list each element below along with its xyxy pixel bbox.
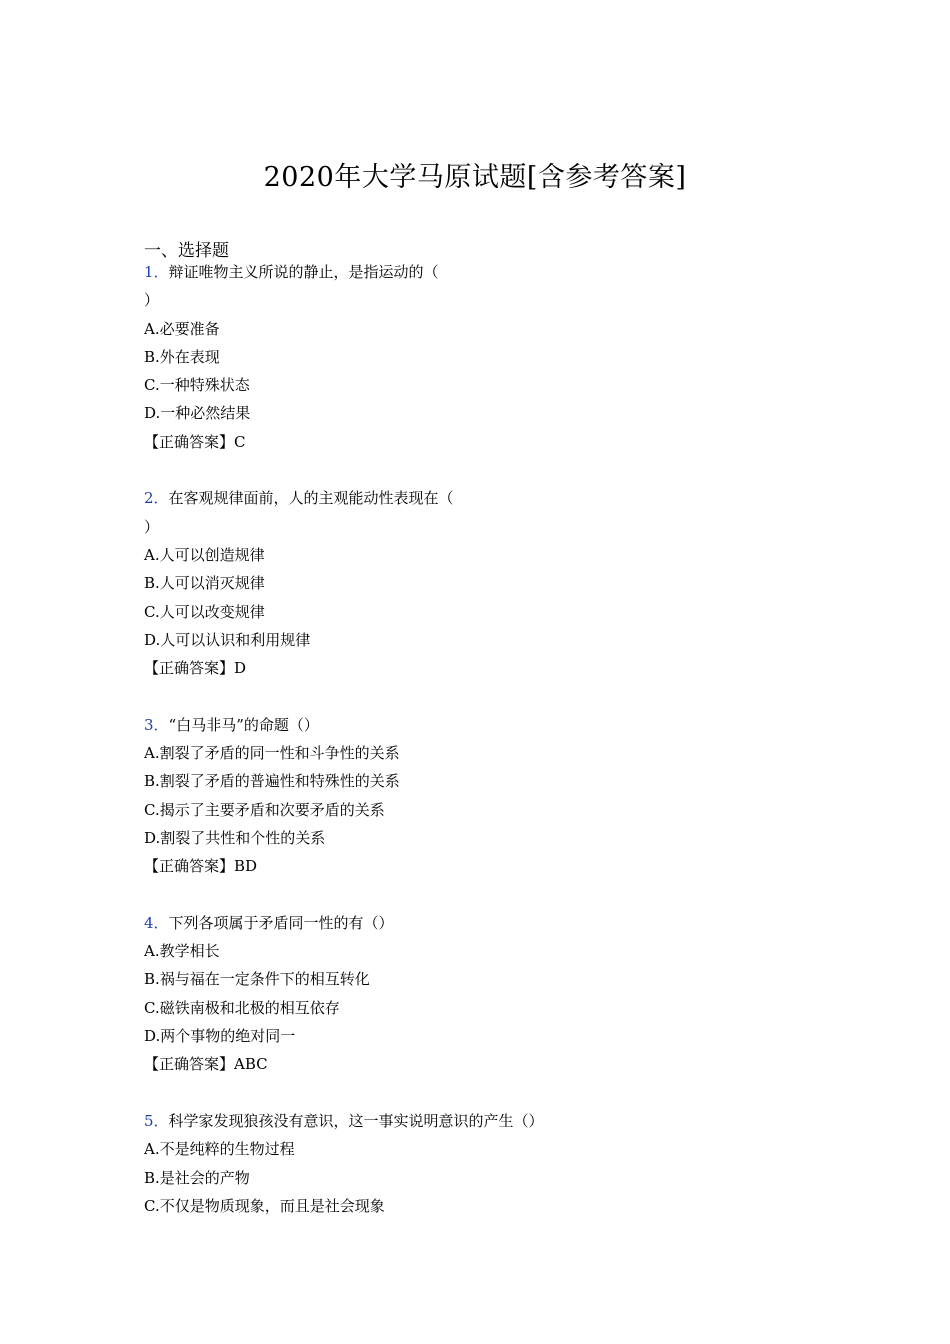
option-b: B.外在表现 bbox=[144, 347, 220, 366]
option-a: A.人可以创造规律 bbox=[144, 545, 265, 564]
question-text: 在客观规律面前，人的主观能动性表现在（ bbox=[168, 489, 454, 508]
question-list bbox=[144, 258, 844, 1220]
option-a: A.割裂了矛盾的同一性和斗争性的关系 bbox=[144, 744, 400, 763]
option-b: B.人可以消灭规律 bbox=[144, 574, 265, 593]
question-stem bbox=[144, 711, 844, 739]
question-block bbox=[144, 711, 844, 909]
section-heading: 一、选择题 bbox=[144, 241, 229, 261]
option-c: C.磁铁南极和北极的相互依存 bbox=[144, 998, 340, 1017]
answer-line bbox=[144, 1050, 844, 1078]
answer-value: ABC bbox=[234, 1055, 268, 1074]
question-number: 3． bbox=[144, 715, 169, 734]
answer-value: C bbox=[234, 432, 246, 451]
question-text: “白马非马”的命题（） bbox=[168, 715, 319, 734]
question-stem bbox=[144, 258, 844, 286]
answer-prefix: 【正确答案】 bbox=[144, 1055, 235, 1074]
question-number: 5． bbox=[144, 1111, 169, 1130]
question-stem bbox=[144, 909, 844, 937]
option-c: C.人可以改变规律 bbox=[144, 602, 265, 621]
question-block bbox=[144, 909, 844, 1107]
question-number: 1． bbox=[144, 263, 169, 281]
question-block bbox=[144, 258, 844, 484]
option-b: B.祸与福在一定条件下的相互转化 bbox=[144, 970, 370, 989]
answer-prefix: 【正确答案】 bbox=[144, 432, 235, 451]
answer-line bbox=[144, 654, 844, 682]
answer-prefix: 【正确答案】 bbox=[144, 659, 235, 678]
question-text: 辩证唯物主义所说的静止，是指运动的（ bbox=[168, 263, 439, 281]
option-d: D.割裂了共性和个性的关系 bbox=[144, 828, 326, 847]
document-title: 2020年大学马原试题[含参考答案] bbox=[263, 162, 687, 193]
option-b: B.割裂了矛盾的普遍性和特殊性的关系 bbox=[144, 772, 400, 791]
answer-line bbox=[144, 852, 844, 880]
question-number: 2． bbox=[144, 489, 169, 508]
question-block bbox=[144, 1107, 844, 1220]
question-stem bbox=[144, 484, 844, 512]
question-text: 下列各项属于矛盾同一性的有（） bbox=[168, 913, 394, 932]
answer-line bbox=[144, 428, 844, 456]
option-a: A.教学相长 bbox=[144, 942, 220, 961]
option-a: A.必要准备 bbox=[144, 319, 220, 338]
question-block bbox=[144, 484, 844, 710]
answer-value: BD bbox=[234, 857, 258, 876]
option-d: D.两个事物的绝对同一 bbox=[144, 1027, 296, 1046]
option-d: D.人可以认识和利用规律 bbox=[144, 630, 311, 649]
question-text: 科学家发现狼孩没有意识，这一事实说明意识的产生（） bbox=[168, 1111, 544, 1130]
option-a: A.不是纯粹的生物过程 bbox=[144, 1140, 295, 1159]
answer-value: D bbox=[234, 659, 247, 678]
answer-prefix: 【正确答案】 bbox=[144, 857, 235, 876]
question-stem bbox=[144, 1107, 844, 1135]
option-c: C.揭示了主要矛盾和次要矛盾的关系 bbox=[144, 800, 385, 819]
option-b: B.是社会的产物 bbox=[144, 1168, 250, 1187]
option-c: C.不仅是物质现象，而且是社会现象 bbox=[144, 1196, 385, 1215]
question-stem-continuation: ） bbox=[144, 291, 160, 310]
question-number: 4． bbox=[144, 913, 169, 932]
option-d: D.一种必然结果 bbox=[144, 404, 251, 423]
question-stem-continuation: ） bbox=[144, 517, 160, 536]
option-c: C.一种特殊状态 bbox=[144, 376, 250, 395]
